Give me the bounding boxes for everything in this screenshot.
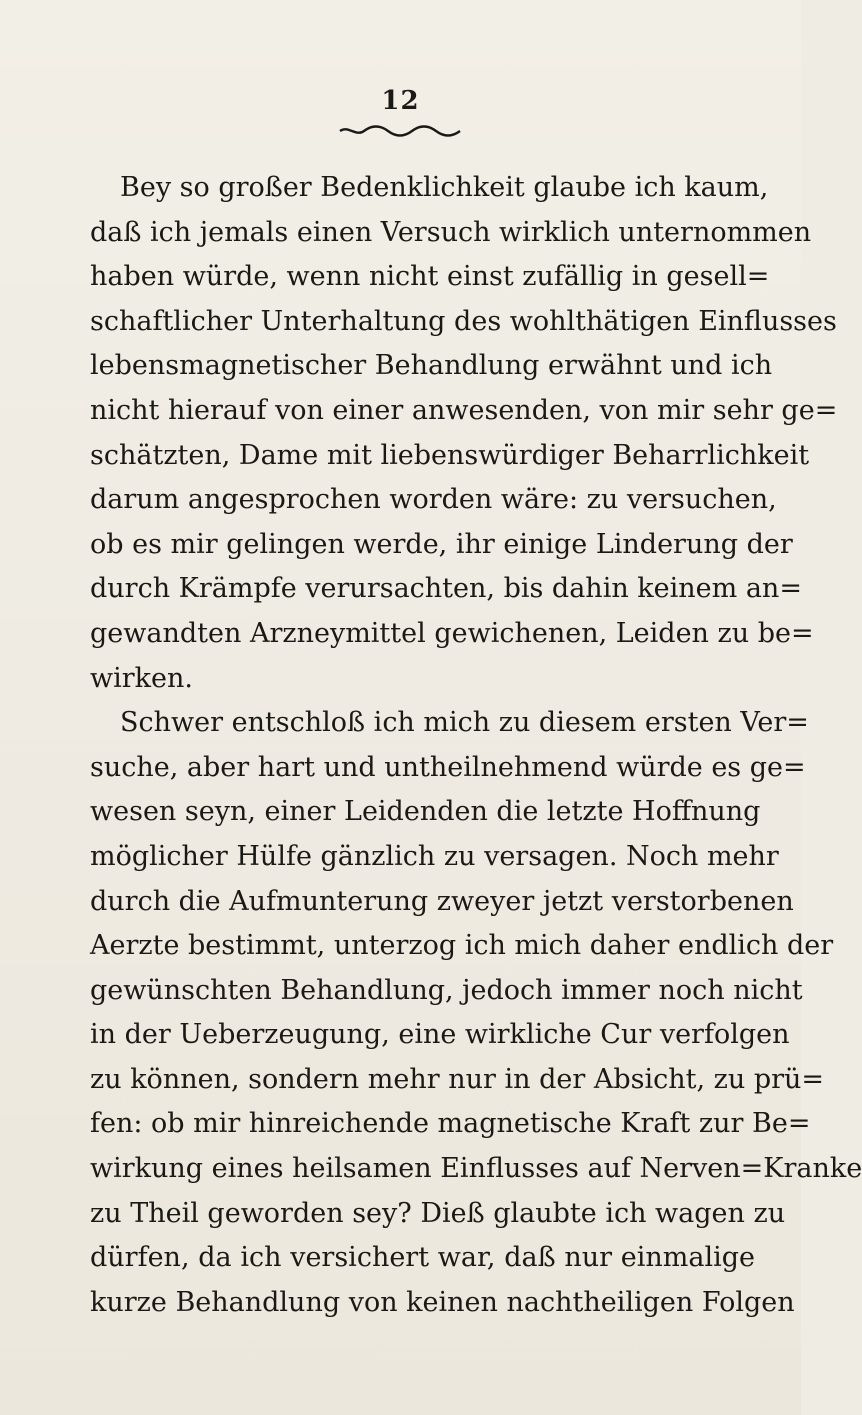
text-line: in der Ueberzeugung, eine wirkliche Cur verfolgen bbox=[90, 1019, 790, 1051]
text-line: schaftlicher Unterhaltung des wohlthätigen Einflusses bbox=[90, 305, 837, 337]
text-line: fen: ob mir hinreichende magnetische Kraft zur Be= bbox=[90, 1108, 811, 1140]
text-line: wirken. bbox=[90, 662, 193, 694]
text-line: suche, aber hart und untheilnehmend würde es ge= bbox=[90, 751, 806, 783]
page-number: 12 bbox=[381, 86, 420, 116]
text-line: gewünschten Behandlung, jedoch immer noch nicht bbox=[90, 974, 803, 1006]
text-line: wirkung eines heilsamen Einflusses auf Nerven=Kranke bbox=[90, 1153, 862, 1185]
text-line: Aerzte bestimmt, unterzog ich mich daher endlich der bbox=[90, 930, 834, 962]
text-line: Bey so großer Bedenklichkeit glaube ich kaum, bbox=[120, 172, 769, 203]
text-line: gewandten Arzneymittel gewichenen, Leiden zu be= bbox=[90, 617, 814, 649]
text-line: schätzten, Dame mit liebenswürdiger Beharrlichkeit bbox=[90, 439, 810, 471]
text-line: lebensmagnetischer Behandlung erwähnt und ich bbox=[90, 350, 773, 382]
text-line: zu können, sondern mehr nur in der Absicht, zu prü= bbox=[90, 1063, 825, 1095]
text-line: ob es mir gelingen werde, ihr einige Linderung der bbox=[90, 528, 793, 560]
ornament-divider bbox=[338, 124, 462, 138]
text-line: zu Theil geworden sey? Dieß glaubte ich wagen zu bbox=[90, 1197, 786, 1229]
text-line: kurze Behandlung von keinen nachtheiligen Folgen bbox=[90, 1286, 795, 1318]
text-line: Schwer entschloß ich mich zu diesem ersten Ver= bbox=[120, 707, 809, 739]
text-line: durch Krämpfe verursachten, bis dahin keinem an= bbox=[90, 573, 802, 605]
text-line: daß ich jemals einen Versuch wirklich unternommen bbox=[90, 216, 812, 248]
text-line: haben würde, wenn nicht einst zufällig in gesell= bbox=[90, 261, 770, 293]
text-line: darum angesprochen worden wäre: zu versuchen, bbox=[90, 484, 777, 516]
text-line: nicht hierauf von einer anwesenden, von mir sehr ge= bbox=[90, 394, 838, 426]
text-line: durch die Aufmunterung zweyer jetzt verstorbenen bbox=[90, 885, 794, 917]
text-line: möglicher Hülfe gänzlich zu versagen. Noch mehr bbox=[90, 840, 779, 872]
text-line: wesen seyn, einer Leidenden die letzte Hoffnung bbox=[90, 796, 761, 828]
body-text bbox=[90, 166, 862, 1325]
text-line: dürfen, da ich versichert war, daß nur einmalige bbox=[90, 1242, 755, 1274]
